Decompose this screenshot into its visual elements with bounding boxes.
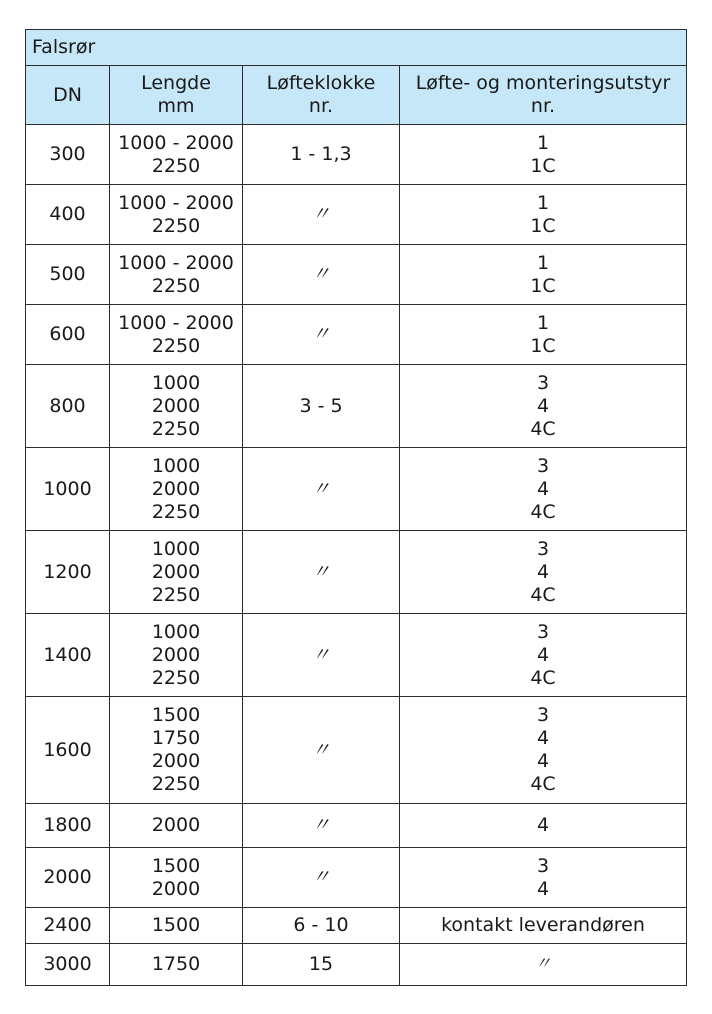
table-row: [26, 697, 687, 804]
cell-utstyr: [400, 848, 687, 908]
header-lofteklokke-line-1: Løfteklokke: [266, 72, 376, 94]
header-dn: [26, 66, 110, 125]
length-value: 2000: [151, 750, 201, 772]
cell-lengde: [110, 125, 243, 185]
equipment-value: 1C: [530, 334, 556, 357]
cell-lofteklokke: 3 - 5: [243, 365, 400, 448]
equipment-value: 4C: [530, 773, 556, 795]
length-value: 2250: [151, 154, 201, 177]
cell-dn: 800: [26, 365, 110, 448]
cell-lofteklokke: 〃: [243, 697, 400, 804]
length-value: 2250: [151, 500, 201, 523]
equipment-value: 3: [536, 704, 550, 726]
cell-dn: 1000: [26, 448, 110, 531]
cell-utstyr: [400, 448, 687, 531]
table-row: [26, 365, 687, 448]
length-value: 2250: [151, 666, 201, 689]
equipment-value: 1C: [530, 274, 556, 297]
equipment-value: 1: [536, 251, 550, 274]
header-lengde-line-1: Lengde: [141, 72, 211, 94]
cell-utstyr: [400, 531, 687, 614]
equipment-value: 4: [536, 560, 550, 583]
table-row: [26, 125, 687, 185]
length-value: 1000 - 2000: [118, 251, 234, 274]
cell-lofteklokke: 15: [243, 944, 400, 986]
equipment-value: 1: [536, 131, 550, 154]
cell-dn: 400: [26, 185, 110, 245]
header-utstyr-line-2: nr.: [530, 95, 556, 117]
equipment-value: 1C: [530, 154, 556, 177]
length-value: 2250: [151, 214, 201, 237]
equipment-value: 4: [536, 477, 550, 500]
equipment-value: 3: [536, 537, 550, 560]
falsror-table: [25, 29, 687, 986]
cell-utstyr: [400, 908, 687, 944]
cell-lofteklokke: 〃: [243, 448, 400, 531]
length-value: 1000: [151, 537, 201, 560]
cell-lofteklokke: 1 - 1,3: [243, 125, 400, 185]
cell-dn: 600: [26, 305, 110, 365]
equipment-value: 4C: [530, 417, 556, 440]
length-value: 2000: [151, 477, 201, 500]
equipment-value: 3: [536, 854, 550, 877]
cell-lofteklokke: 〃: [243, 305, 400, 365]
cell-dn: 1200: [26, 531, 110, 614]
table-row: [26, 614, 687, 697]
equipment-value: 4: [536, 877, 550, 900]
header-row: [26, 66, 687, 125]
cell-utstyr: [400, 305, 687, 365]
table-row: [26, 944, 687, 986]
cell-lengde: [110, 614, 243, 697]
cell-lengde: [110, 365, 243, 448]
equipment-value: 3: [536, 371, 550, 394]
cell-lengde: [110, 908, 243, 944]
table-row: [26, 448, 687, 531]
header-lofteklokke: [243, 66, 400, 125]
cell-utstyr: [400, 365, 687, 448]
header-dn-line: DN: [53, 83, 82, 106]
equipment-value: 1: [536, 311, 550, 334]
equipment-value: 4: [536, 750, 550, 772]
cell-lengde: [110, 245, 243, 305]
cell-dn: 300: [26, 125, 110, 185]
length-value: 1000 - 2000: [118, 311, 234, 334]
cell-lengde: [110, 185, 243, 245]
length-value: 2250: [151, 274, 201, 297]
cell-dn: 1600: [26, 697, 110, 804]
length-value: 2000: [151, 560, 201, 583]
equipment-value: 1C: [530, 214, 556, 237]
cell-lofteklokke: 〃: [243, 245, 400, 305]
cell-utstyr: [400, 185, 687, 245]
cell-dn: 1400: [26, 614, 110, 697]
equipment-value: 4: [536, 643, 550, 666]
cell-utstyr: [400, 614, 687, 697]
length-value: 1750: [151, 953, 201, 975]
cell-dn: 1800: [26, 804, 110, 848]
table-row: [26, 908, 687, 944]
length-value: 2250: [151, 773, 201, 795]
length-value: 1000: [151, 454, 201, 477]
length-value: 2250: [151, 417, 201, 440]
length-value: 2000: [151, 814, 201, 836]
cell-dn: 500: [26, 245, 110, 305]
length-value: 2000: [151, 643, 201, 666]
length-value: 1000 - 2000: [118, 131, 234, 154]
length-value: 1000 - 2000: [118, 191, 234, 214]
length-value: 1500: [151, 914, 201, 936]
length-value: 2250: [151, 583, 201, 606]
equipment-value: 3: [536, 454, 550, 477]
cell-dn: 3000: [26, 944, 110, 986]
equipment-value: 4C: [530, 666, 556, 689]
cell-lofteklokke: 6 - 10: [243, 908, 400, 944]
table-row: [26, 245, 687, 305]
equipment-value: 4C: [530, 500, 556, 523]
equipment-value: 4: [536, 814, 550, 836]
equipment-value: 4: [536, 394, 550, 417]
length-value: 1750: [151, 727, 201, 749]
header-lengde-line-2: mm: [157, 95, 195, 117]
length-value: 1500: [151, 854, 201, 877]
cell-lofteklokke: 〃: [243, 531, 400, 614]
cell-lengde: [110, 697, 243, 804]
header-utstyr: [400, 66, 687, 125]
cell-lengde: [110, 848, 243, 908]
equipment-value: 4C: [530, 583, 556, 606]
cell-dn: 2000: [26, 848, 110, 908]
cell-lengde: [110, 448, 243, 531]
length-value: 2000: [151, 394, 201, 417]
cell-utstyr: [400, 697, 687, 804]
length-value: 1000: [151, 620, 201, 643]
cell-lofteklokke: 〃: [243, 185, 400, 245]
cell-lengde: [110, 804, 243, 848]
cell-lengde: [110, 944, 243, 986]
header-lofteklokke-line-2: nr.: [308, 95, 334, 117]
header-lengde: [110, 66, 243, 125]
length-value: 1000: [151, 371, 201, 394]
equipment-value: 〃: [534, 954, 552, 974]
table-row: [26, 804, 687, 848]
cell-lengde: [110, 531, 243, 614]
equipment-value: 1: [536, 191, 550, 214]
cell-lofteklokke: 〃: [243, 848, 400, 908]
cell-dn: 2400: [26, 908, 110, 944]
cell-lengde: [110, 305, 243, 365]
cell-utstyr: [400, 125, 687, 185]
length-value: 2250: [151, 334, 201, 357]
cell-utstyr: [400, 944, 687, 986]
equipment-value: kontakt leverandøren: [441, 914, 645, 936]
table-body: [26, 125, 687, 986]
falsror-table-container: [25, 29, 686, 986]
equipment-value: 4: [536, 727, 550, 749]
equipment-value: 3: [536, 620, 550, 643]
length-value: 2000: [151, 877, 201, 900]
table-caption: Falsrør: [26, 30, 687, 66]
cell-lofteklokke: 〃: [243, 804, 400, 848]
cell-utstyr: [400, 804, 687, 848]
header-utstyr-line-1: Løfte- og monteringsutstyr: [415, 72, 671, 94]
table-row: [26, 531, 687, 614]
table-row: [26, 305, 687, 365]
cell-utstyr: [400, 245, 687, 305]
cell-lofteklokke: 〃: [243, 614, 400, 697]
table-row: [26, 848, 687, 908]
length-value: 1500: [151, 704, 201, 726]
table-row: [26, 185, 687, 245]
